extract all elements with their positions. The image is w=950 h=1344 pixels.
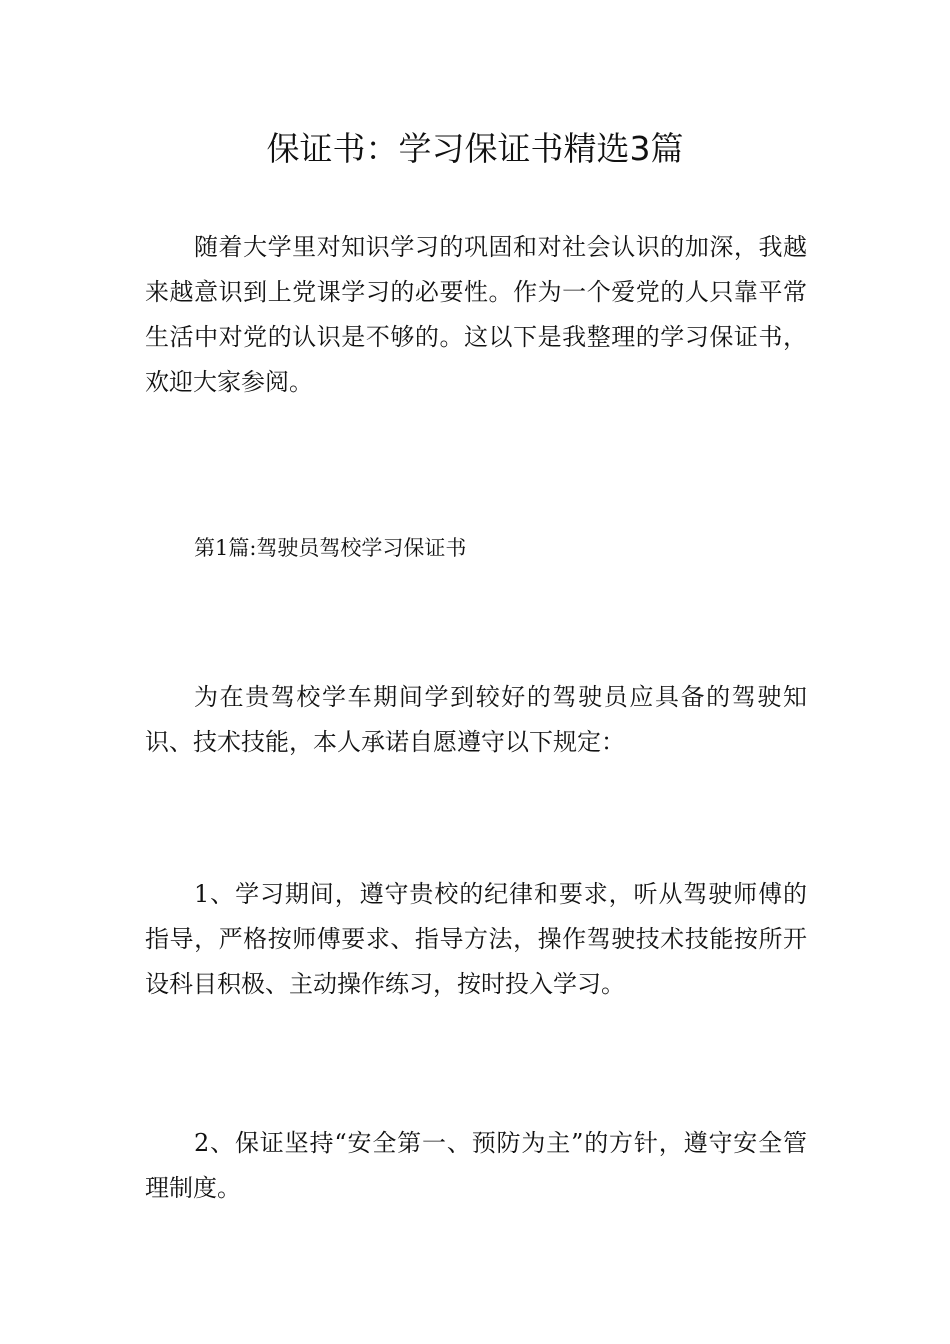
rule-item-1: 1、学习期间，遵守贵校的纪律和要求，听从驾驶师傅的指导，严格按师傅要求、指导方法，操作驾驶技术技能按所开设科目积极、主动操作练习，按时投入学习。 <box>145 880 807 998</box>
rule-item-2: 2、保证坚持“安全第一、预防为主”的方针，遵守安全管理制度。 <box>145 1129 807 1202</box>
document-title: 保证书：学习保证书精选3篇 <box>266 129 684 168</box>
pledge-paragraph: 为在贵驾校学车期间学到较好的驾驶员应具备的驾驶知识、技术技能，本人承诺自愿遵守以下规定： <box>145 683 807 756</box>
section-heading: 第1篇:驾驶员驾校学习保证书 <box>194 536 467 560</box>
intro-paragraph: 随着大学里对知识学习的巩固和对社会认识的加深，我越来越意识到上党课学习的必要性。作为一个爱党的人只靠平常生活中对党的认识是不够的。这以下是我整理的学习保证书，欢迎大家参阅。 <box>145 233 807 396</box>
